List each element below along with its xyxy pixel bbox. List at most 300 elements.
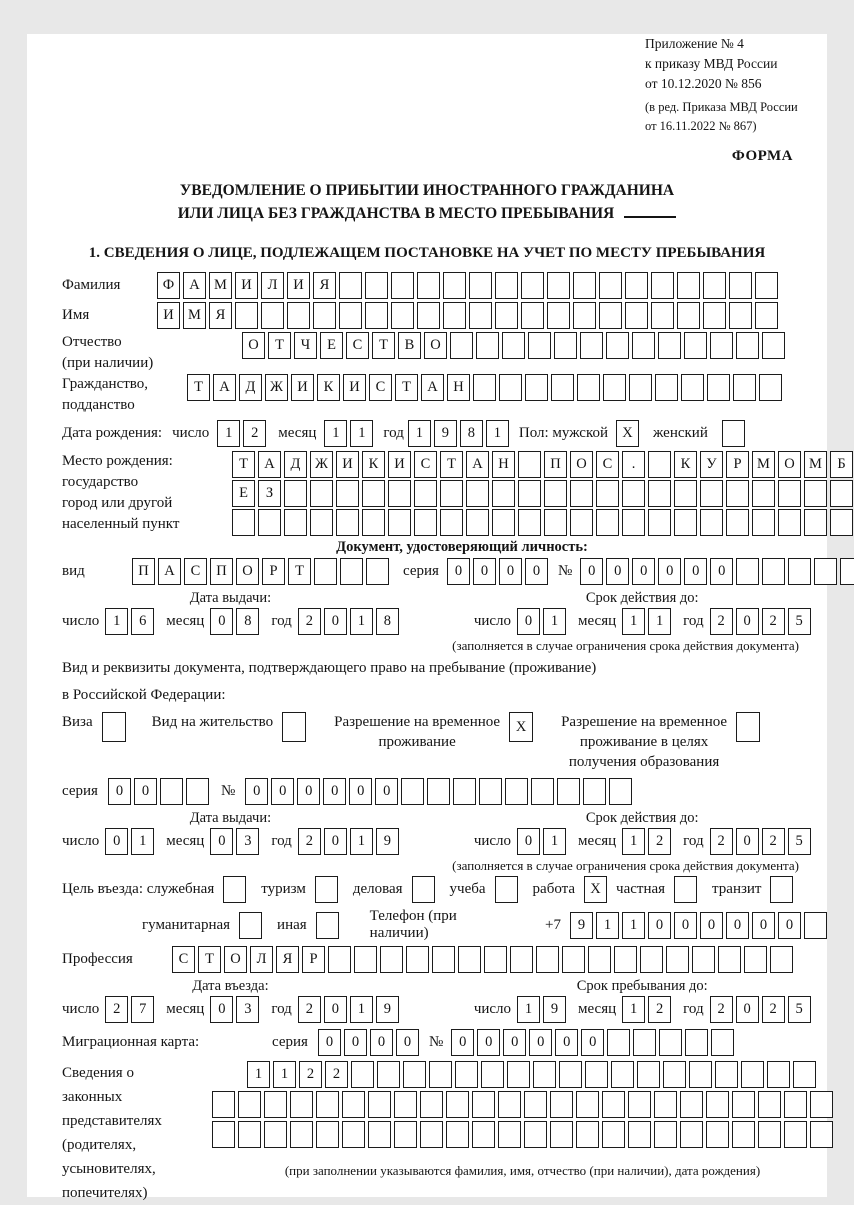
legal-reps-cells-row3[interactable] <box>212 1121 833 1148</box>
legal-reps-cells-row1-cell[interactable] <box>741 1061 764 1088</box>
legal-reps-cells-row3-cell[interactable] <box>498 1121 521 1148</box>
firstname-cells-cell[interactable] <box>599 302 622 329</box>
birthplace-cells-row1-cell[interactable]: А <box>466 451 489 478</box>
legal-reps-cells-row1-cell[interactable] <box>507 1061 530 1088</box>
legal-reps-cells-row2-cell[interactable] <box>316 1091 339 1118</box>
resid-issue-month-cells-cell[interactable]: 0 <box>210 828 233 855</box>
patronymic-cells-cell[interactable] <box>450 332 473 359</box>
firstname-cells-cell[interactable] <box>235 302 258 329</box>
patronymic-cells-cell[interactable] <box>710 332 733 359</box>
sex-female-checkbox[interactable] <box>722 420 745 447</box>
citizenship-cells-cell[interactable]: Ж <box>265 374 288 401</box>
birthplace-cells-row2-cell[interactable] <box>310 480 333 507</box>
legal-reps-cells-row2-cell[interactable] <box>602 1091 625 1118</box>
entry-month-cells-cell[interactable]: 0 <box>210 996 233 1023</box>
birthplace-cells-row1-cell[interactable]: Н <box>492 451 515 478</box>
purpose-private-checkbox[interactable] <box>674 876 697 903</box>
entry-year-cells-cell[interactable]: 9 <box>376 996 399 1023</box>
citizenship-cells-cell[interactable]: Н <box>447 374 470 401</box>
purpose-private-checkbox-cell[interactable] <box>674 876 697 903</box>
purpose-humanitarian-checkbox[interactable] <box>239 912 262 939</box>
phone-cells-cell[interactable]: 0 <box>726 912 749 939</box>
id-valid-year-cells-cell[interactable]: 0 <box>736 608 759 635</box>
id-doc-number-cells-cell[interactable] <box>814 558 837 585</box>
birthplace-cells-row3-cell[interactable] <box>622 509 645 536</box>
firstname-cells-cell[interactable]: И <box>157 302 180 329</box>
birth-month-cells-cell[interactable]: 1 <box>350 420 373 447</box>
phone-cells-cell[interactable]: 1 <box>622 912 645 939</box>
resid-number-cells-cell[interactable] <box>531 778 554 805</box>
phone-cells-cell[interactable]: 0 <box>778 912 801 939</box>
citizenship-cells-cell[interactable] <box>473 374 496 401</box>
legal-reps-cells-row1[interactable] <box>247 1061 833 1088</box>
birthplace-cells-row3-cell[interactable] <box>830 509 853 536</box>
id-valid-month-cells[interactable] <box>622 608 671 635</box>
legal-reps-cells-row1-cell[interactable] <box>611 1061 634 1088</box>
profession-cells[interactable] <box>172 946 793 973</box>
birthplace-cells-row2-cell[interactable] <box>336 480 359 507</box>
purpose-transit-checkbox[interactable] <box>770 876 793 903</box>
entry-year-cells-cell[interactable]: 1 <box>350 996 373 1023</box>
legal-reps-cells-row1-cell[interactable] <box>455 1061 478 1088</box>
birth-day-cells-cell[interactable]: 1 <box>217 420 240 447</box>
id-issue-month-cells-cell[interactable]: 8 <box>236 608 259 635</box>
legal-reps-cells-row3-cell[interactable] <box>602 1121 625 1148</box>
birthplace-cells-row2-cell[interactable] <box>778 480 801 507</box>
legal-reps-cells-row2-cell[interactable] <box>368 1091 391 1118</box>
id-doc-type-cells-cell[interactable]: П <box>210 558 233 585</box>
patronymic-cells-cell[interactable]: С <box>346 332 369 359</box>
legal-reps-cells-row1-cell[interactable]: 2 <box>299 1061 322 1088</box>
purpose-study-checkbox-cell[interactable] <box>495 876 518 903</box>
id-doc-number-cells-cell[interactable]: 0 <box>606 558 629 585</box>
profession-cells-cell[interactable] <box>432 946 455 973</box>
resid-number-cells-cell[interactable]: 0 <box>271 778 294 805</box>
legal-reps-cells-row1-cell[interactable] <box>403 1061 426 1088</box>
legal-reps-cells-row3-cell[interactable] <box>654 1121 677 1148</box>
migration-series-cells-cell[interactable]: 0 <box>370 1029 393 1056</box>
resid-valid-month-cells-cell[interactable]: 1 <box>622 828 645 855</box>
purpose-official-checkbox[interactable] <box>223 876 246 903</box>
resid-issue-year-cells-cell[interactable]: 0 <box>324 828 347 855</box>
profession-cells-cell[interactable] <box>614 946 637 973</box>
id-valid-day-cells[interactable] <box>517 608 566 635</box>
stay-day-cells-cell[interactable]: 1 <box>517 996 540 1023</box>
profession-cells-cell[interactable] <box>640 946 663 973</box>
legal-reps-cells-row3-cell[interactable] <box>212 1121 235 1148</box>
legal-reps-cells-row3-cell[interactable] <box>446 1121 469 1148</box>
profession-cells-cell[interactable] <box>510 946 533 973</box>
legal-reps-cells-row3-cell[interactable] <box>550 1121 573 1148</box>
birthplace-cells-row3-cell[interactable] <box>570 509 593 536</box>
stay-year-cells-cell[interactable]: 0 <box>736 996 759 1023</box>
lastname-cells-cell[interactable] <box>703 272 726 299</box>
birth-year-cells[interactable] <box>408 420 509 447</box>
legal-reps-cells-row3-cell[interactable] <box>264 1121 287 1148</box>
lastname-cells-cell[interactable]: И <box>287 272 310 299</box>
legal-reps-cells-row1-cell[interactable]: 1 <box>247 1061 270 1088</box>
birthplace-cells-row3-cell[interactable] <box>284 509 307 536</box>
profession-cells-cell[interactable] <box>744 946 767 973</box>
resid-series-cells-cell[interactable]: 0 <box>134 778 157 805</box>
birthplace-cells-row1-cell[interactable]: П <box>544 451 567 478</box>
id-valid-month-cells-cell[interactable]: 1 <box>648 608 671 635</box>
resid-issue-day-cells[interactable] <box>105 828 154 855</box>
birthplace-cells-row2-cell[interactable] <box>570 480 593 507</box>
id-doc-number-cells[interactable] <box>580 558 854 585</box>
id-issue-day-cells[interactable] <box>105 608 154 635</box>
resid-valid-day-cells-cell[interactable]: 1 <box>543 828 566 855</box>
resid-number-cells-cell[interactable]: 0 <box>375 778 398 805</box>
legal-reps-cells-row2-cell[interactable] <box>784 1091 807 1118</box>
legal-reps-cells-row1-cell[interactable] <box>637 1061 660 1088</box>
profession-cells-cell[interactable]: О <box>224 946 247 973</box>
stay-year-cells-cell[interactable]: 5 <box>788 996 811 1023</box>
lastname-cells-cell[interactable] <box>547 272 570 299</box>
visa-checkbox[interactable] <box>102 712 126 742</box>
firstname-cells-cell[interactable] <box>521 302 544 329</box>
legal-reps-cells-row1-cell[interactable] <box>429 1061 452 1088</box>
birthplace-cells-row3-cell[interactable] <box>440 509 463 536</box>
lastname-cells-cell[interactable]: М <box>209 272 232 299</box>
resid-issue-year-cells-cell[interactable]: 2 <box>298 828 321 855</box>
legal-reps-cells-row2-cell[interactable] <box>212 1091 235 1118</box>
profession-cells-cell[interactable] <box>692 946 715 973</box>
birthplace-cells-row3-cell[interactable] <box>700 509 723 536</box>
id-doc-type-cells-cell[interactable]: Р <box>262 558 285 585</box>
migration-number-cells-cell[interactable]: 0 <box>555 1029 578 1056</box>
resid-number-cells-cell[interactable] <box>583 778 606 805</box>
birthplace-cells-row2-cell[interactable] <box>622 480 645 507</box>
citizenship-cells[interactable] <box>187 374 782 401</box>
legal-reps-cells-row3-cell[interactable] <box>576 1121 599 1148</box>
legal-reps-cells-row1-cell[interactable] <box>559 1061 582 1088</box>
firstname-cells-cell[interactable] <box>547 302 570 329</box>
lastname-cells-cell[interactable]: А <box>183 272 206 299</box>
resid-valid-day-cells-cell[interactable]: 0 <box>517 828 540 855</box>
stay-day-cells-cell[interactable]: 9 <box>543 996 566 1023</box>
birthplace-cells-row2-cell[interactable] <box>648 480 671 507</box>
legal-reps-cells-row1-cell[interactable] <box>585 1061 608 1088</box>
phone-cells[interactable] <box>570 912 827 939</box>
migration-number-cells-cell[interactable]: 0 <box>477 1029 500 1056</box>
stay-year-cells[interactable] <box>710 996 811 1023</box>
legal-reps-cells-row2-cell[interactable] <box>290 1091 313 1118</box>
birthplace-cells-row1-cell[interactable]: Т <box>440 451 463 478</box>
id-valid-day-cells-cell[interactable]: 1 <box>543 608 566 635</box>
resid-valid-year-cells-cell[interactable]: 5 <box>788 828 811 855</box>
profession-cells-cell[interactable]: С <box>172 946 195 973</box>
purpose-business-checkbox-cell[interactable] <box>412 876 435 903</box>
firstname-cells-cell[interactable] <box>391 302 414 329</box>
migration-number-cells-cell[interactable] <box>711 1029 734 1056</box>
legal-reps-cells-row3-cell[interactable] <box>680 1121 703 1148</box>
legal-reps-cells-row2-cell[interactable] <box>732 1091 755 1118</box>
phone-cells-cell[interactable] <box>804 912 827 939</box>
id-doc-number-cells-cell[interactable] <box>840 558 854 585</box>
patronymic-cells-cell[interactable]: Т <box>268 332 291 359</box>
birthplace-cells-row3-cell[interactable] <box>674 509 697 536</box>
legal-reps-cells-row1-cell[interactable] <box>377 1061 400 1088</box>
legal-reps-cells-row2-cell[interactable] <box>628 1091 651 1118</box>
id-doc-type-cells-cell[interactable]: А <box>158 558 181 585</box>
lastname-cells-cell[interactable] <box>495 272 518 299</box>
birthplace-cells-row1-cell[interactable]: У <box>700 451 723 478</box>
resid-number-cells-cell[interactable]: 0 <box>349 778 372 805</box>
birthplace-cells-row1-cell[interactable]: И <box>388 451 411 478</box>
citizenship-cells-cell[interactable] <box>655 374 678 401</box>
resid-issue-year-cells[interactable] <box>298 828 399 855</box>
birthplace-cells-row3[interactable] <box>232 509 853 536</box>
birthplace-cells-row2-cell[interactable] <box>596 480 619 507</box>
firstname-cells-cell[interactable] <box>313 302 336 329</box>
birth-month-cells[interactable] <box>324 420 373 447</box>
patronymic-cells-cell[interactable] <box>554 332 577 359</box>
birthplace-cells-row2-cell[interactable] <box>700 480 723 507</box>
citizenship-cells-cell[interactable] <box>759 374 782 401</box>
entry-day-cells-cell[interactable]: 2 <box>105 996 128 1023</box>
resid-issue-year-cells-cell[interactable]: 1 <box>350 828 373 855</box>
entry-year-cells-cell[interactable]: 0 <box>324 996 347 1023</box>
legal-reps-cells-row1-cell[interactable] <box>793 1061 816 1088</box>
firstname-cells-cell[interactable] <box>261 302 284 329</box>
temp-residence-edu-checkbox[interactable] <box>736 712 760 742</box>
resid-number-cells-cell[interactable] <box>453 778 476 805</box>
lastname-cells-cell[interactable]: Я <box>313 272 336 299</box>
lastname-cells-cell[interactable] <box>651 272 674 299</box>
legal-reps-cells-row2-cell[interactable] <box>342 1091 365 1118</box>
firstname-cells-cell[interactable] <box>495 302 518 329</box>
id-doc-series-cells-cell[interactable]: 0 <box>447 558 470 585</box>
legal-reps-cells-row2-cell[interactable] <box>394 1091 417 1118</box>
firstname-cells[interactable] <box>157 302 778 329</box>
birth-day-cells[interactable] <box>217 420 266 447</box>
migration-number-cells-cell[interactable]: 0 <box>503 1029 526 1056</box>
birthplace-cells-row3-cell[interactable] <box>778 509 801 536</box>
birthplace-cells-row2-cell[interactable] <box>544 480 567 507</box>
resid-series-cells-cell[interactable] <box>186 778 209 805</box>
legal-reps-cells-row1-cell[interactable]: 1 <box>273 1061 296 1088</box>
resid-series-cells-cell[interactable] <box>160 778 183 805</box>
legal-reps-cells-row3-cell[interactable] <box>316 1121 339 1148</box>
profession-cells-cell[interactable] <box>484 946 507 973</box>
profession-cells-cell[interactable] <box>536 946 559 973</box>
resid-series-cells[interactable] <box>108 778 209 805</box>
id-valid-year-cells[interactable] <box>710 608 811 635</box>
stay-year-cells-cell[interactable]: 2 <box>710 996 733 1023</box>
lastname-cells-cell[interactable] <box>573 272 596 299</box>
id-doc-number-cells-cell[interactable]: 0 <box>658 558 681 585</box>
lastname-cells-cell[interactable] <box>677 272 700 299</box>
profession-cells-cell[interactable]: Л <box>250 946 273 973</box>
legal-reps-cells-row3-cell[interactable] <box>394 1121 417 1148</box>
id-doc-number-cells-cell[interactable]: 0 <box>710 558 733 585</box>
legal-reps-cells-row1-cell[interactable] <box>481 1061 504 1088</box>
purpose-work-checkbox-cell[interactable]: X <box>584 876 607 903</box>
legal-reps-cells-row2-cell[interactable] <box>472 1091 495 1118</box>
firstname-cells-cell[interactable] <box>651 302 674 329</box>
firstname-cells-cell[interactable]: М <box>183 302 206 329</box>
id-doc-number-cells-cell[interactable]: 0 <box>580 558 603 585</box>
id-doc-type-cells-cell[interactable]: О <box>236 558 259 585</box>
birthplace-cells-row1-cell[interactable]: Ж <box>310 451 333 478</box>
birthplace-cells-row2-cell[interactable] <box>414 480 437 507</box>
legal-reps-cells-row3-cell[interactable] <box>290 1121 313 1148</box>
birth-year-cells-cell[interactable]: 1 <box>408 420 431 447</box>
id-doc-number-cells-cell[interactable] <box>736 558 759 585</box>
resid-issue-day-cells-cell[interactable]: 0 <box>105 828 128 855</box>
lastname-cells-cell[interactable] <box>625 272 648 299</box>
birthplace-cells-row1-cell[interactable]: М <box>752 451 775 478</box>
phone-cells-cell[interactable]: 0 <box>648 912 671 939</box>
profession-cells-cell[interactable] <box>666 946 689 973</box>
id-doc-series-cells-cell[interactable]: 0 <box>525 558 548 585</box>
birthplace-cells-row1-cell[interactable]: . <box>622 451 645 478</box>
purpose-other-checkbox[interactable] <box>316 912 339 939</box>
id-doc-series-cells[interactable] <box>447 558 548 585</box>
patronymic-cells-cell[interactable] <box>502 332 525 359</box>
resid-number-cells-cell[interactable] <box>427 778 450 805</box>
id-doc-number-cells-cell[interactable] <box>788 558 811 585</box>
citizenship-cells-cell[interactable]: А <box>421 374 444 401</box>
id-issue-year-cells-cell[interactable]: 0 <box>324 608 347 635</box>
id-doc-number-cells-cell[interactable] <box>762 558 785 585</box>
migration-number-cells-cell[interactable]: 0 <box>581 1029 604 1056</box>
sex-male-checkbox-cell[interactable]: X <box>616 420 639 447</box>
id-doc-series-cells-cell[interactable]: 0 <box>473 558 496 585</box>
lastname-cells-cell[interactable]: Ф <box>157 272 180 299</box>
entry-month-cells[interactable] <box>210 996 259 1023</box>
birthplace-cells-row3-cell[interactable] <box>596 509 619 536</box>
stay-month-cells-cell[interactable]: 2 <box>648 996 671 1023</box>
resid-issue-month-cells-cell[interactable]: 3 <box>236 828 259 855</box>
legal-reps-cells-row1-cell[interactable] <box>767 1061 790 1088</box>
id-issue-year-cells-cell[interactable]: 2 <box>298 608 321 635</box>
firstname-cells-cell[interactable] <box>625 302 648 329</box>
migration-number-cells-cell[interactable] <box>659 1029 682 1056</box>
legal-reps-cells-row3-cell[interactable] <box>472 1121 495 1148</box>
migration-series-cells-cell[interactable]: 0 <box>318 1029 341 1056</box>
patronymic-cells-cell[interactable] <box>684 332 707 359</box>
firstname-cells-cell[interactable] <box>339 302 362 329</box>
lastname-cells-cell[interactable] <box>521 272 544 299</box>
migration-number-cells-cell[interactable] <box>685 1029 708 1056</box>
citizenship-cells-cell[interactable]: Т <box>187 374 210 401</box>
legal-reps-cells-row2-cell[interactable] <box>654 1091 677 1118</box>
purpose-humanitarian-checkbox-cell[interactable] <box>239 912 262 939</box>
legal-reps-cells-row1-cell[interactable] <box>663 1061 686 1088</box>
id-issue-year-cells-cell[interactable]: 8 <box>376 608 399 635</box>
profession-cells-cell[interactable] <box>380 946 403 973</box>
birthplace-cells-row3-cell[interactable] <box>258 509 281 536</box>
profession-cells-cell[interactable] <box>718 946 741 973</box>
citizenship-cells-cell[interactable] <box>551 374 574 401</box>
visa-checkbox-cell[interactable] <box>102 712 126 742</box>
birthplace-cells-row1-cell[interactable]: К <box>674 451 697 478</box>
patronymic-cells-cell[interactable] <box>580 332 603 359</box>
profession-cells-cell[interactable] <box>770 946 793 973</box>
birthplace-cells-row3-cell[interactable] <box>414 509 437 536</box>
birthplace-cells-row2-cell[interactable] <box>674 480 697 507</box>
birthplace-cells-row1-cell[interactable]: С <box>414 451 437 478</box>
birthplace-cells-row1-cell[interactable]: О <box>570 451 593 478</box>
firstname-cells-cell[interactable] <box>573 302 596 329</box>
birthplace-cells-row2-cell[interactable] <box>466 480 489 507</box>
patronymic-cells[interactable] <box>242 332 785 359</box>
resid-valid-year-cells-cell[interactable]: 2 <box>762 828 785 855</box>
firstname-cells-cell[interactable] <box>677 302 700 329</box>
citizenship-cells-cell[interactable] <box>733 374 756 401</box>
profession-cells-cell[interactable]: Р <box>302 946 325 973</box>
legal-reps-cells-row3-cell[interactable] <box>732 1121 755 1148</box>
birthplace-cells-row2-cell[interactable] <box>440 480 463 507</box>
migration-series-cells[interactable] <box>318 1029 419 1056</box>
citizenship-cells-cell[interactable]: К <box>317 374 340 401</box>
resid-number-cells-cell[interactable] <box>401 778 424 805</box>
stay-year-cells-cell[interactable]: 2 <box>762 996 785 1023</box>
lastname-cells-cell[interactable] <box>417 272 440 299</box>
birthplace-cells-row2-cell[interactable] <box>752 480 775 507</box>
patronymic-cells-cell[interactable] <box>658 332 681 359</box>
birthplace-cells-row1-cell[interactable]: С <box>596 451 619 478</box>
patronymic-cells-cell[interactable]: О <box>424 332 447 359</box>
id-doc-type-cells-cell[interactable] <box>340 558 363 585</box>
citizenship-cells-cell[interactable] <box>603 374 626 401</box>
patronymic-cells-cell[interactable] <box>476 332 499 359</box>
birthplace-cells-row1-cell[interactable]: О <box>778 451 801 478</box>
id-doc-number-cells-cell[interactable]: 0 <box>632 558 655 585</box>
patronymic-cells-cell[interactable]: Е <box>320 332 343 359</box>
id-valid-year-cells-cell[interactable]: 2 <box>762 608 785 635</box>
id-doc-type-cells-cell[interactable]: С <box>184 558 207 585</box>
resid-number-cells[interactable] <box>245 778 632 805</box>
sex-female-checkbox-cell[interactable] <box>722 420 745 447</box>
birthplace-cells-row1-cell[interactable] <box>518 451 541 478</box>
birthplace-cells-row3-cell[interactable] <box>492 509 515 536</box>
resid-number-cells-cell[interactable] <box>557 778 580 805</box>
id-issue-month-cells[interactable] <box>210 608 259 635</box>
patronymic-cells-cell[interactable]: Ч <box>294 332 317 359</box>
id-doc-type-cells-cell[interactable]: Т <box>288 558 311 585</box>
lastname-cells-cell[interactable] <box>469 272 492 299</box>
legal-reps-cells-row2-cell[interactable] <box>680 1091 703 1118</box>
lastname-cells-cell[interactable] <box>729 272 752 299</box>
citizenship-cells-cell[interactable] <box>681 374 704 401</box>
profession-cells-cell[interactable] <box>458 946 481 973</box>
lastname-cells-cell[interactable]: И <box>235 272 258 299</box>
citizenship-cells-cell[interactable]: И <box>343 374 366 401</box>
firstname-cells-cell[interactable] <box>365 302 388 329</box>
patronymic-cells-cell[interactable] <box>606 332 629 359</box>
id-valid-day-cells-cell[interactable]: 0 <box>517 608 540 635</box>
lastname-cells[interactable] <box>157 272 778 299</box>
legal-reps-cells-row2-cell[interactable] <box>498 1091 521 1118</box>
birthplace-cells-row1-cell[interactable] <box>648 451 671 478</box>
firstname-cells-cell[interactable] <box>417 302 440 329</box>
residence-permit-checkbox-cell[interactable] <box>282 712 306 742</box>
purpose-tourism-checkbox-cell[interactable] <box>315 876 338 903</box>
id-valid-year-cells-cell[interactable]: 2 <box>710 608 733 635</box>
profession-cells-cell[interactable] <box>406 946 429 973</box>
birthplace-cells-row1-cell[interactable]: Т <box>232 451 255 478</box>
patronymic-cells-cell[interactable] <box>632 332 655 359</box>
lastname-cells-cell[interactable] <box>339 272 362 299</box>
purpose-transit-checkbox-cell[interactable] <box>770 876 793 903</box>
resid-number-cells-cell[interactable]: 0 <box>323 778 346 805</box>
legal-reps-cells-row2-cell[interactable] <box>524 1091 547 1118</box>
entry-day-cells-cell[interactable]: 7 <box>131 996 154 1023</box>
resid-number-cells-cell[interactable]: 0 <box>245 778 268 805</box>
